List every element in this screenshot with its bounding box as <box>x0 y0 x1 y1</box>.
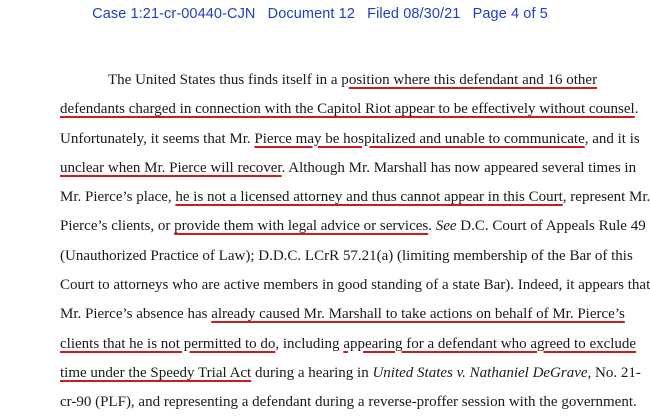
underlined-text: Pierce may be hospitalized and unable to communicate <box>254 130 585 147</box>
document-number: Document 12 <box>267 6 355 22</box>
italic-text: United States v. Nathaniel DeGrave <box>372 364 588 381</box>
underlined-text: clients that he is not permitted to do <box>60 335 276 352</box>
underlined-text: appearing for a defendant who agreed to exclude <box>343 335 637 352</box>
text-segment: . <box>634 101 639 118</box>
case-header <box>0 6 640 22</box>
underlined-text: already caused Mr. Marshall to take actions on behalf of Mr. Pierce’s <box>211 306 625 323</box>
text-line <box>60 66 598 95</box>
text-segment: during a hearing in <box>251 364 373 381</box>
text-line <box>60 95 639 124</box>
text-line <box>60 183 650 212</box>
text-segment: Mr. Pierce’s absence has <box>60 306 212 323</box>
text-segment: , represent Mr. <box>562 189 650 206</box>
filed-date: Filed 08/30/21 <box>367 6 461 22</box>
underlined-text: provide them with legal advice or services <box>174 218 429 235</box>
text-segment: cr-90 (PLF), and representing a defendant during a reverse-proffer session with the government. <box>60 394 637 411</box>
text-segment: The United States thus finds itself in a p <box>108 72 349 88</box>
case-number: Case 1:21-cr-00440-CJN <box>92 6 256 22</box>
underlined-text: defendants charged in connection with the Capitol Riot appear to be effectively without counsel <box>60 101 635 118</box>
text-segment: Unfortunately, it seems that Mr. <box>60 130 255 147</box>
text-line <box>60 388 637 417</box>
text-segment: , including <box>275 335 344 352</box>
text-segment: (Unauthorized Practice of Law); D.D.C. LCrR 57.21(a) (limiting membership of the Bar of this <box>60 247 633 264</box>
text-line <box>60 271 650 300</box>
text-line <box>60 154 637 183</box>
text-segment: Mr. Pierce’s place, <box>60 189 176 206</box>
text-line <box>60 125 640 154</box>
text-segment: , No. 21- <box>587 364 641 381</box>
text-line <box>60 212 646 241</box>
underlined-text: he is not a licensed attorney and thus cannot appear in this Court <box>175 189 563 206</box>
text-segment: . Although Mr. Marshall has now appeared several times in <box>281 159 637 176</box>
body-paragraph <box>60 66 650 418</box>
text-line <box>60 359 641 388</box>
text-segment: . <box>428 218 436 235</box>
page-number: Page 4 of 5 <box>472 6 548 22</box>
text-segment: , and it is <box>584 130 640 147</box>
text-segment: Court to attorneys who are active members in good standing of a state Bar). Indeed, it appears that <box>60 277 650 294</box>
underlined-text: unclear when Mr. Pierce will recover <box>60 159 282 176</box>
underlined-text: time under the Speedy Trial Act <box>60 364 252 381</box>
text-line <box>60 300 625 329</box>
italic-text: See <box>435 218 457 235</box>
text-segment: Pierce’s clients, or <box>60 218 175 235</box>
text-line <box>60 330 637 359</box>
text-segment: D.C. Court of Appeals Rule 49 <box>456 218 646 235</box>
underlined-text: osition where this defendant and 16 other <box>348 72 598 88</box>
text-line <box>60 242 633 271</box>
